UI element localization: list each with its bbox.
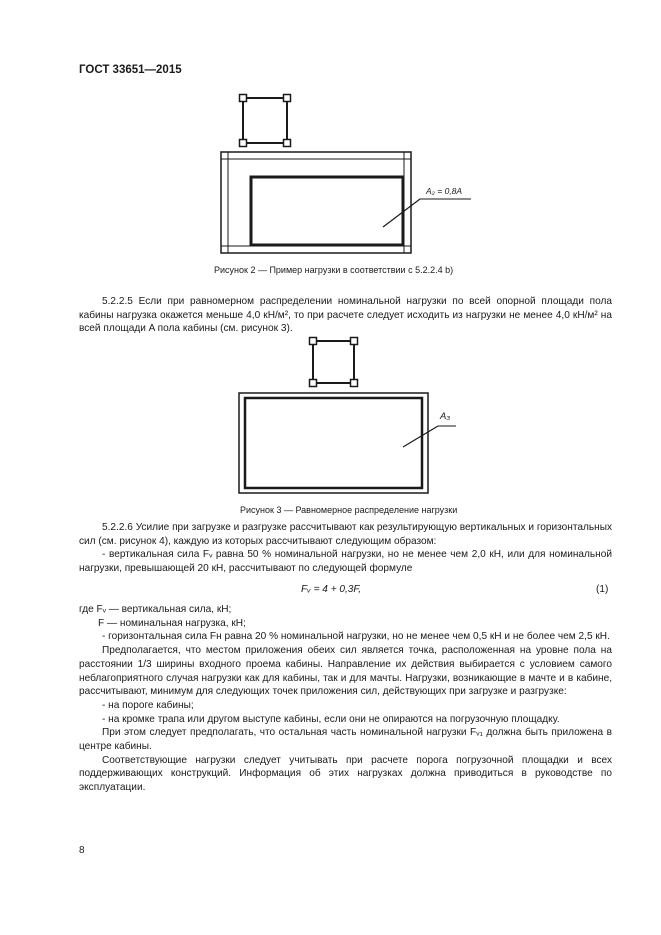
loaded-area-a3 [245, 398, 422, 488]
where-clause-f: F — номинальная нагрузка, кН; [98, 617, 246, 629]
leader-line [403, 426, 438, 447]
paragraph-assumption: Предполагается, что местом приложения обеих сил является точка, расположенная на уровне пола на расстоянии 1/3 ширины входного проема кабины. Направление их действия выбирается с условием самого неблагоприятного случая нагрузки как для кабины, так и для мачты. Нагрузки, возникающие в мачте и в кабине, рассчитывают, минимум для следующих точек приложения сил, действующих при загрузке и разгрузке: [79, 645, 612, 698]
figure-3-label: A₃ [440, 411, 451, 422]
cabin-floor-outline [239, 393, 428, 493]
body-text-block [79, 521, 612, 576]
document-header: ГОСТ 33651—2015 [79, 64, 182, 76]
load-box [313, 341, 354, 383]
list-item-threshold: - на пороге кабины; [102, 699, 194, 711]
list-item-ramp-edge: - на кромке трапа или другом выступе кабины, если они не опираются на погрузочную площадку. [102, 713, 560, 725]
formula-number: (1) [596, 584, 609, 595]
figure-2-caption: Рисунок 2 — Пример нагрузки в соответствии с 5.2.2.4 b) [214, 265, 454, 275]
list-item-vertical-force: - вертикальная сила Fᵥ равна 50 % номинальной нагрузки, но не менее чем 2,0 кН, или для номинальной нагрузки, превышающей 20 кН, рассчитывают по следующей формуле [79, 549, 612, 575]
list-item-horizontal-force: - горизонтальная сила Fн равна 20 % номинальной нагрузки, но не менее чем 0,5 кН и не более чем 2,5 кН. [102, 631, 610, 643]
corner-handle [310, 338, 317, 345]
corner-handle [351, 380, 358, 387]
where-clause-fv: где Fᵥ — вертикальная сила, кН; [79, 604, 232, 615]
paragraph-remaining-load: При этом следует предполагать, что остальная часть номинальной нагрузки Fᵥ₁ должна быть приложена в центре кабины. [79, 727, 612, 753]
page-number: 8 [79, 845, 85, 856]
figure-3-caption: Рисунок 3 — Равномерное распределение нагрузки [240, 505, 458, 515]
paragraph-5-2-2-5: 5.2.2.5 Если при равномерном распределении номинальной нагрузки по всей опорной площади пола кабины нагрузка окажется меньше 4,0 кН/м², то при расчете следует исходить из нагрузки не менее 4,0 кН/м² на всей площади A пола кабины (см. рисунок 3). [79, 296, 612, 335]
figure-2-label: A₂ = 0,8A [426, 186, 463, 196]
paragraph-corresponding-loads: Соответствующие нагрузки следует учитывать при расчете порога погрузочной площадки и всех поддерживающих конструкций. Информация об этих нагрузках должна приводиться в руководстве по эксплуатации. [79, 754, 612, 794]
corner-handle [310, 380, 317, 387]
body-text-block-2 [79, 603, 612, 795]
corner-handle [351, 338, 358, 345]
paragraph-5-2-2-6: 5.2.2.6 Усилие при загрузке и разгрузке рассчитывают как результирующую вертикальных и горизонтальных сил (см. рисунок 4), каждую из которых рассчитывают следующим образом: [79, 522, 612, 547]
formula-1: Fᵥ = 4 + 0,3F, [301, 584, 362, 595]
